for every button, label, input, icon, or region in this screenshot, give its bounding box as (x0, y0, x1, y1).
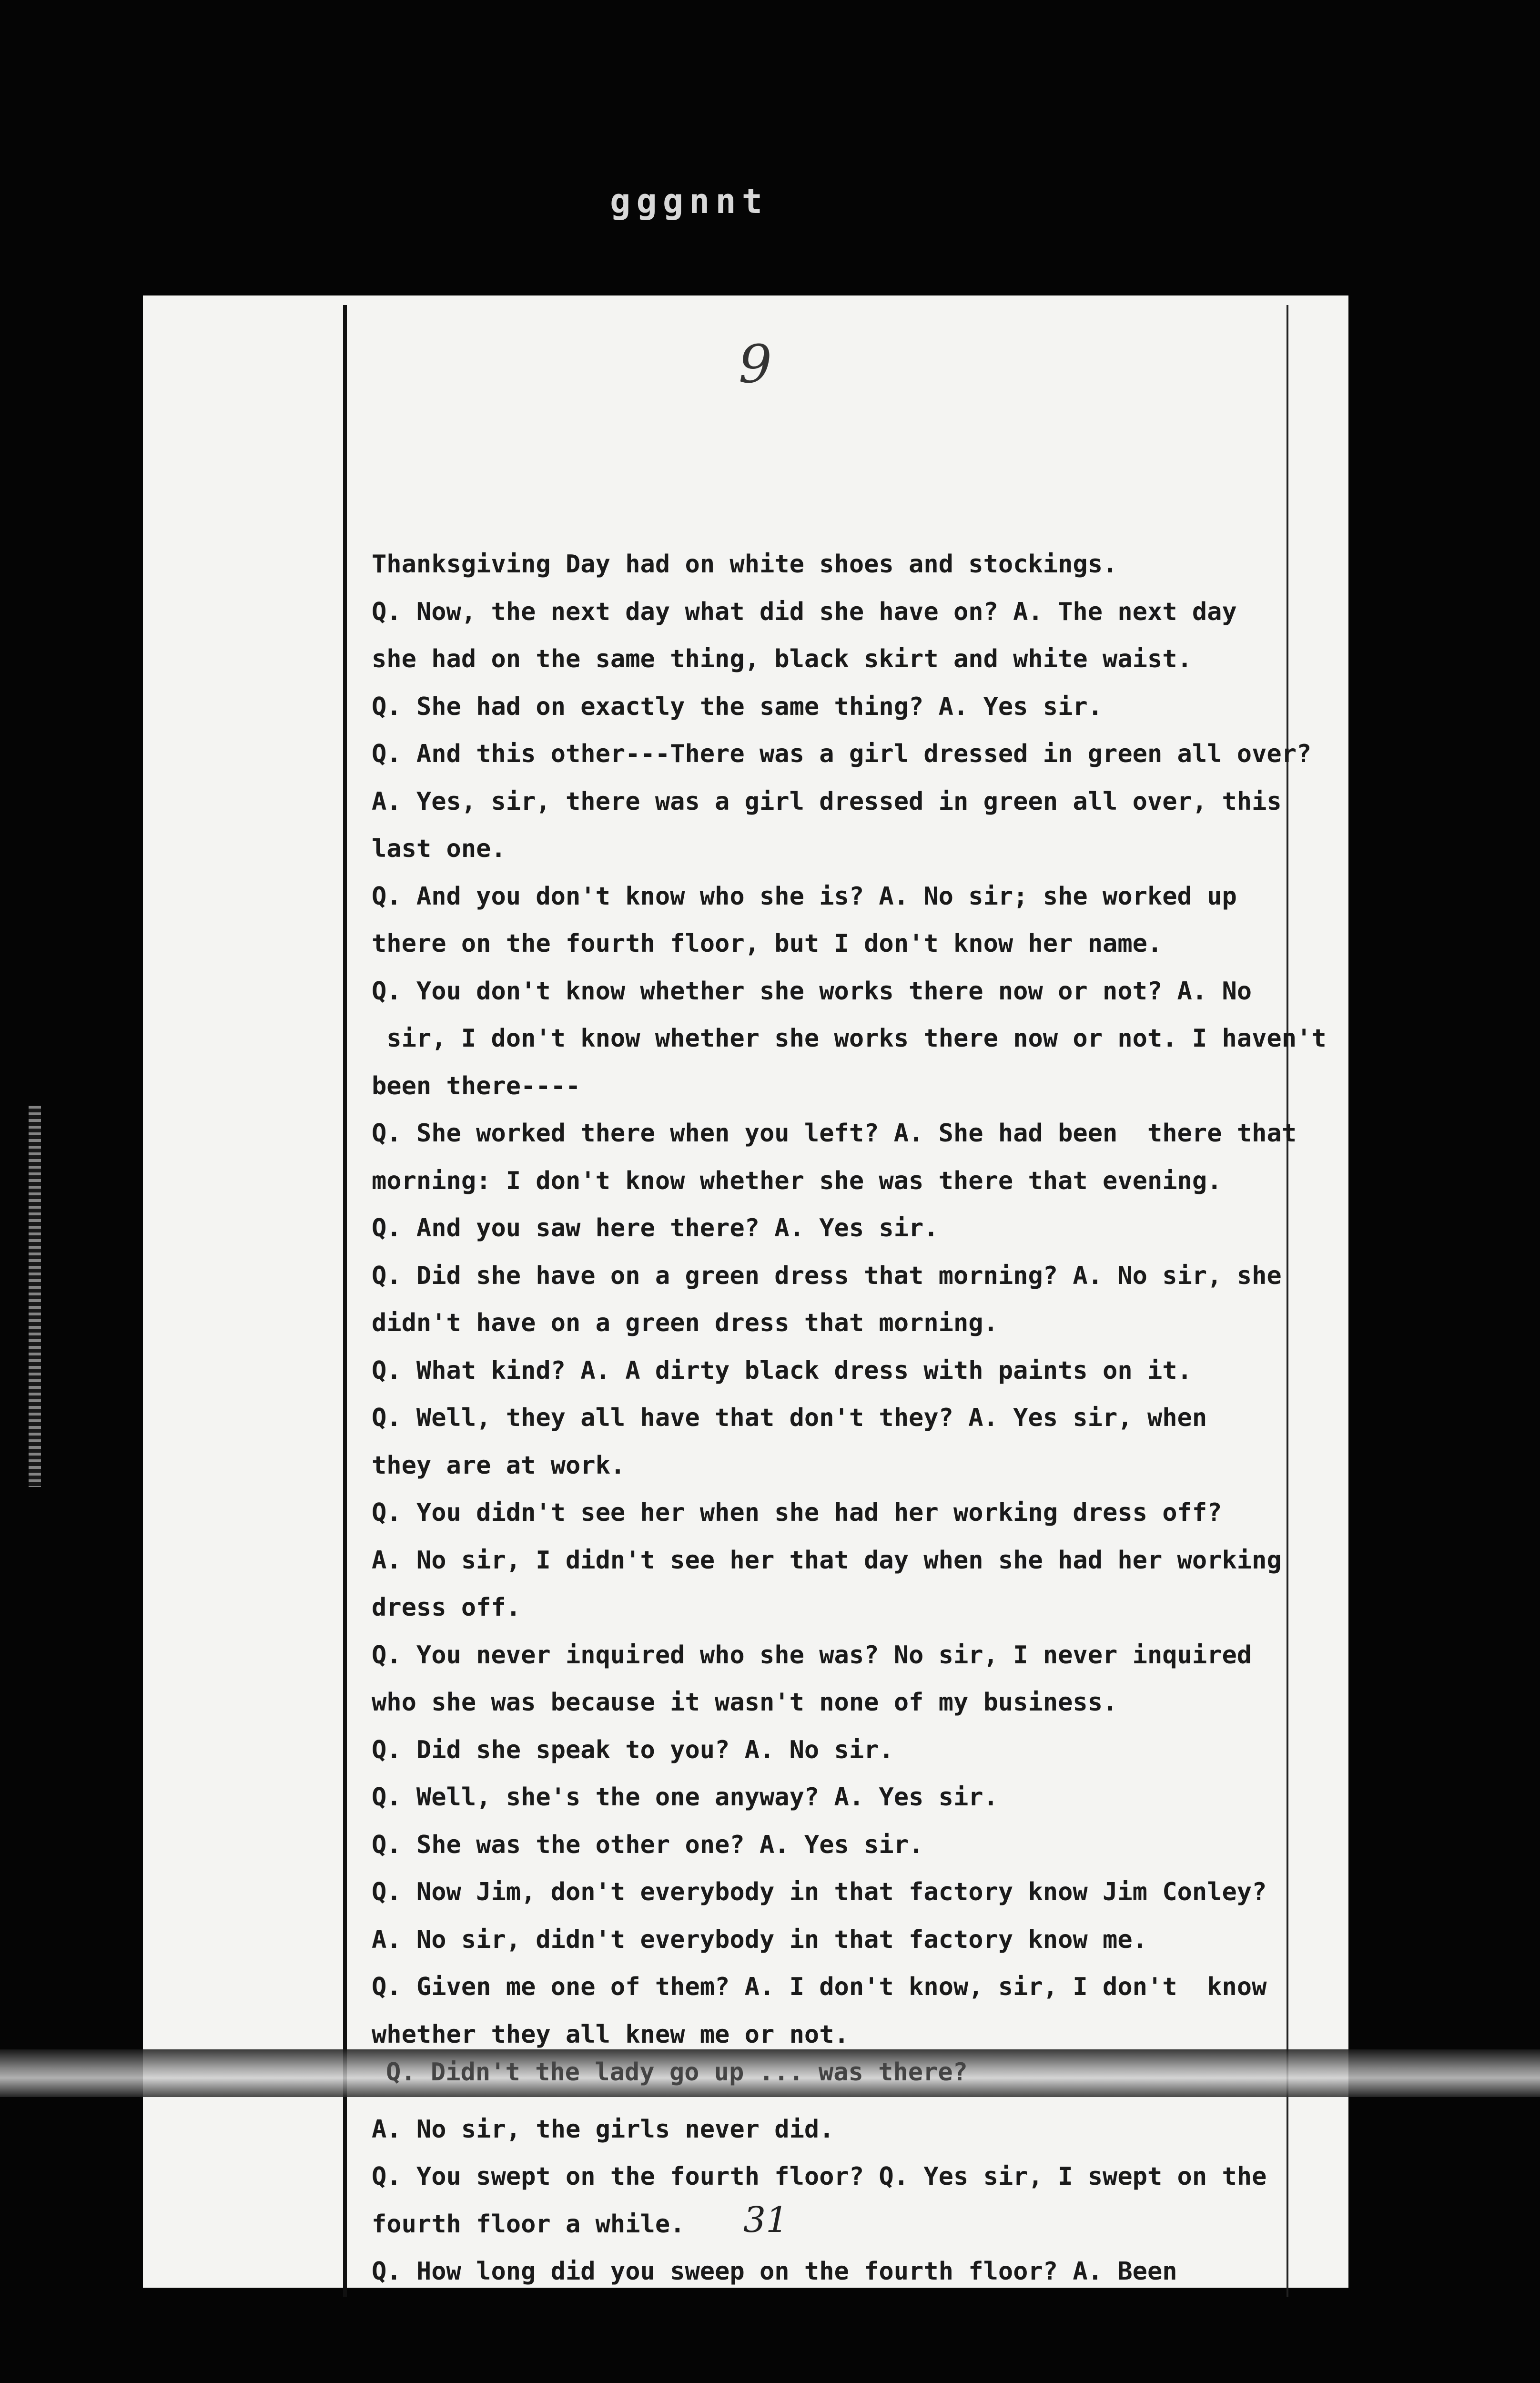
transcript-line: A. No sir, the girls never did. (372, 2115, 834, 2144)
transcript-line: Q. You don't know whether she works there now or not? A. No (372, 977, 1252, 1006)
transcript-line: Q. And this other---There was a girl dressed in green all over? (372, 740, 1312, 768)
transcript-line: Q. You swept on the fourth floor? Q. Yes sir, I swept on the (372, 2162, 1267, 2191)
transcript-line: been there---- (372, 1071, 581, 1100)
transcript-line: Q. She had on exactly the same thing? A. Yes sir. (372, 692, 1103, 721)
film-edge-strip (29, 1106, 41, 1487)
transcript-line: Q. Did she have on a green dress that morning? A. No sir, she (372, 1261, 1282, 1290)
transcript-line: Q. Well, they all have that don't they? A. Yes sir, when (372, 1404, 1207, 1432)
transcript-line: morning: I don't know whether she was there that evening. (372, 1166, 1222, 1195)
transcript-line: Q. Now Jim, don't everybody in that factory know Jim Conley? (372, 1878, 1267, 1906)
transcript-line: Q. She was the other one? A. Yes sir. (372, 1830, 924, 1859)
transcript-line: Q. What kind? A. A dirty black dress with paints on it. (372, 1356, 1192, 1385)
transcript-line: A. No sir, didn't everybody in that factory know me. (372, 1925, 1147, 1954)
transcript-line: Q. Now, the next day what did she have on? A. The next day (372, 597, 1237, 626)
transcript-line: she had on the same thing, black skirt and white waist. (372, 645, 1192, 673)
transcript-line: Q. How long did you sweep on the fourth floor? A. Been (372, 2257, 1177, 2286)
transcript-line: Q. You didn't see her when she had her working dress off? (372, 1498, 1222, 1527)
transcript-line: A. Yes, sir, there was a girl dressed in green all over, this (372, 787, 1282, 816)
torn-transcript-line: Q. Didn't the lady go up ... was there? (386, 2058, 968, 2087)
transcript-text (372, 541, 1327, 2296)
left-margin-line (343, 305, 347, 2297)
transcript-line: sir, I don't know whether she works there now or not. I haven't (372, 1024, 1327, 1053)
transcript-line: Q. Did she speak to you? A. No sir. (372, 1735, 894, 1764)
transcript-line: didn't have on a green dress that morning. (372, 1309, 998, 1337)
transcript-line: Q. You never inquired who she was? No sir, I never inquired (372, 1640, 1252, 1670)
transcript-line: Q. Well, she's the one anyway? A. Yes sir. (372, 1783, 998, 1812)
transcript-line: Q. And you saw here there? A. Yes sir. (372, 1214, 939, 1242)
transcript-line: last one. (372, 835, 506, 863)
transcript-line: Thanksgiving Day had on white shoes and stockings. (372, 550, 1118, 579)
header-mark: gggnnt (610, 181, 769, 221)
transcript-line: dress off. (372, 1593, 521, 1622)
page-number: 9 (739, 334, 772, 395)
transcript-line: they are at work. (372, 1451, 626, 1480)
handwritten-page-number: 31 (743, 2200, 789, 2240)
transcript-line: who she was because it wasn't none of my business. (372, 1688, 1118, 1717)
transcript-line: there on the fourth floor, but I don't know her name. (372, 929, 1163, 958)
transcript-line: Q. And you don't know who she is? A. No sir; she worked up (372, 882, 1237, 911)
transcript-line: fourth floor a while. (372, 2210, 685, 2239)
transcript-line: whether they all knew me or not. (372, 2020, 849, 2049)
transcript-line: Q. Given me one of them? A. I don't know, sir, I don't know (372, 1973, 1267, 2001)
transcript-line: Q. She worked there when you left? A. She had been there that (372, 1119, 1297, 1148)
transcript-line: A. No sir, I didn't see her that day when she had her working (372, 1546, 1282, 1575)
